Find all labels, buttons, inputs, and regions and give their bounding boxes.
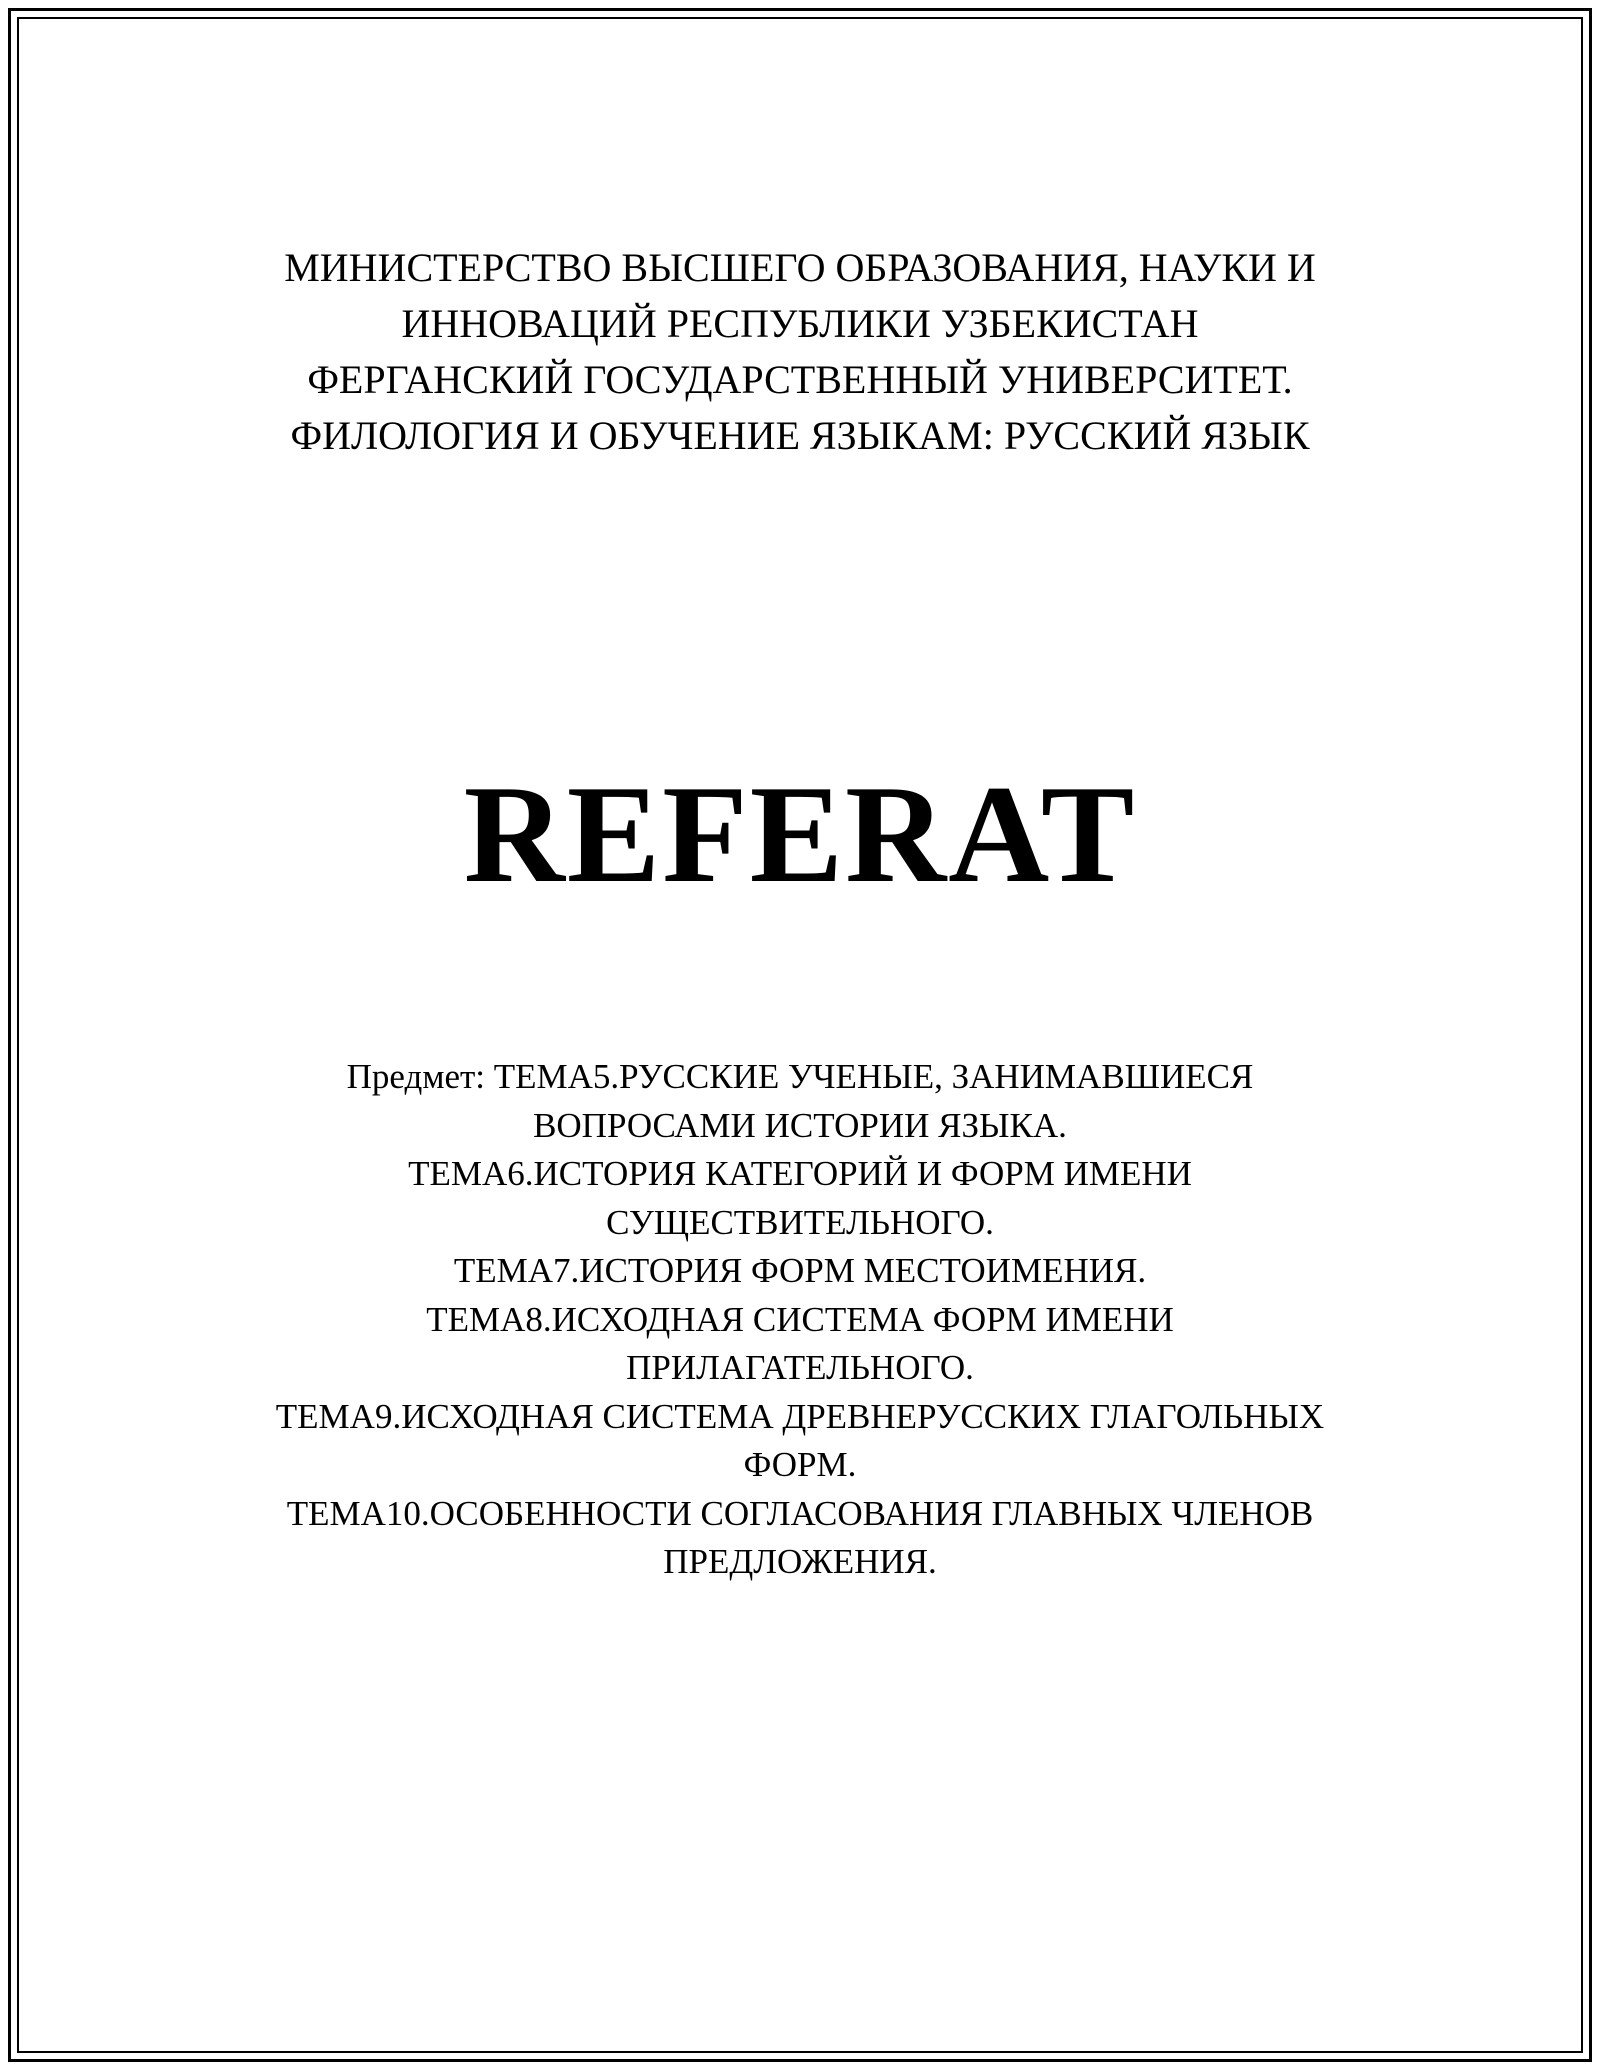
- subject-line: Предмет: ТЕМА5.РУССКИЕ УЧЕНЫЕ, ЗАНИМАВШИЕСЯ: [346, 1057, 1254, 1096]
- subject-line: ТЕМА6.ИСТОРИЯ КАТЕГОРИЙ И ФОРМ ИМЕНИ: [408, 1154, 1192, 1193]
- subject-line: ПРЕДЛОЖЕНИЯ.: [663, 1542, 937, 1581]
- subject-line: ТЕМА10.ОСОБЕННОСТИ СОГЛАСОВАНИЯ ГЛАВНЫХ ЧЛЕНОВ: [286, 1493, 1314, 1533]
- subject-line: ФОРМ.: [743, 1445, 857, 1484]
- subject-line: ПРИЛАГАТЕЛЬНОГО.: [626, 1348, 974, 1387]
- subject-line: ТЕМА9.ИСХОДНАЯ СИСТЕМА ДРЕВНЕРУССКИХ ГЛАГОЛЬНЫХ: [275, 1396, 1325, 1436]
- header-line: ФЕРГАНСКИЙ ГОСУДАРСТВЕННЫЙ УНИВЕРСИТЕТ.: [307, 357, 1293, 402]
- subject-line: ТЕМА8.ИСХОДНАЯ СИСТЕМА ФОРМ ИМЕНИ: [426, 1299, 1174, 1339]
- subject-line: СУЩЕСТВИТЕЛЬНОГО.: [606, 1202, 994, 1242]
- subject-topics: [0, 1053, 1600, 1587]
- institution-header: [0, 240, 1600, 464]
- header-line: ФИЛОЛОГИЯ И ОБУЧЕНИЕ ЯЗЫКАМ: РУССКИЙ ЯЗЫК: [290, 413, 1310, 458]
- header-line: ИННОВАЦИЙ РЕСПУБЛИКИ УЗБЕКИСТАН: [401, 301, 1199, 346]
- document-title: REFERAT: [463, 757, 1137, 912]
- subject-line: ВОПРОСАМИ ИСТОРИИ ЯЗЫКА.: [533, 1105, 1067, 1145]
- subject-line: ТЕМА7.ИСТОРИЯ ФОРМ МЕСТОИМЕНИЯ.: [453, 1251, 1147, 1290]
- header-line: МИНИСТЕРСТВО ВЫСШЕГО ОБРАЗОВАНИЯ, НАУКИ И: [284, 245, 1316, 290]
